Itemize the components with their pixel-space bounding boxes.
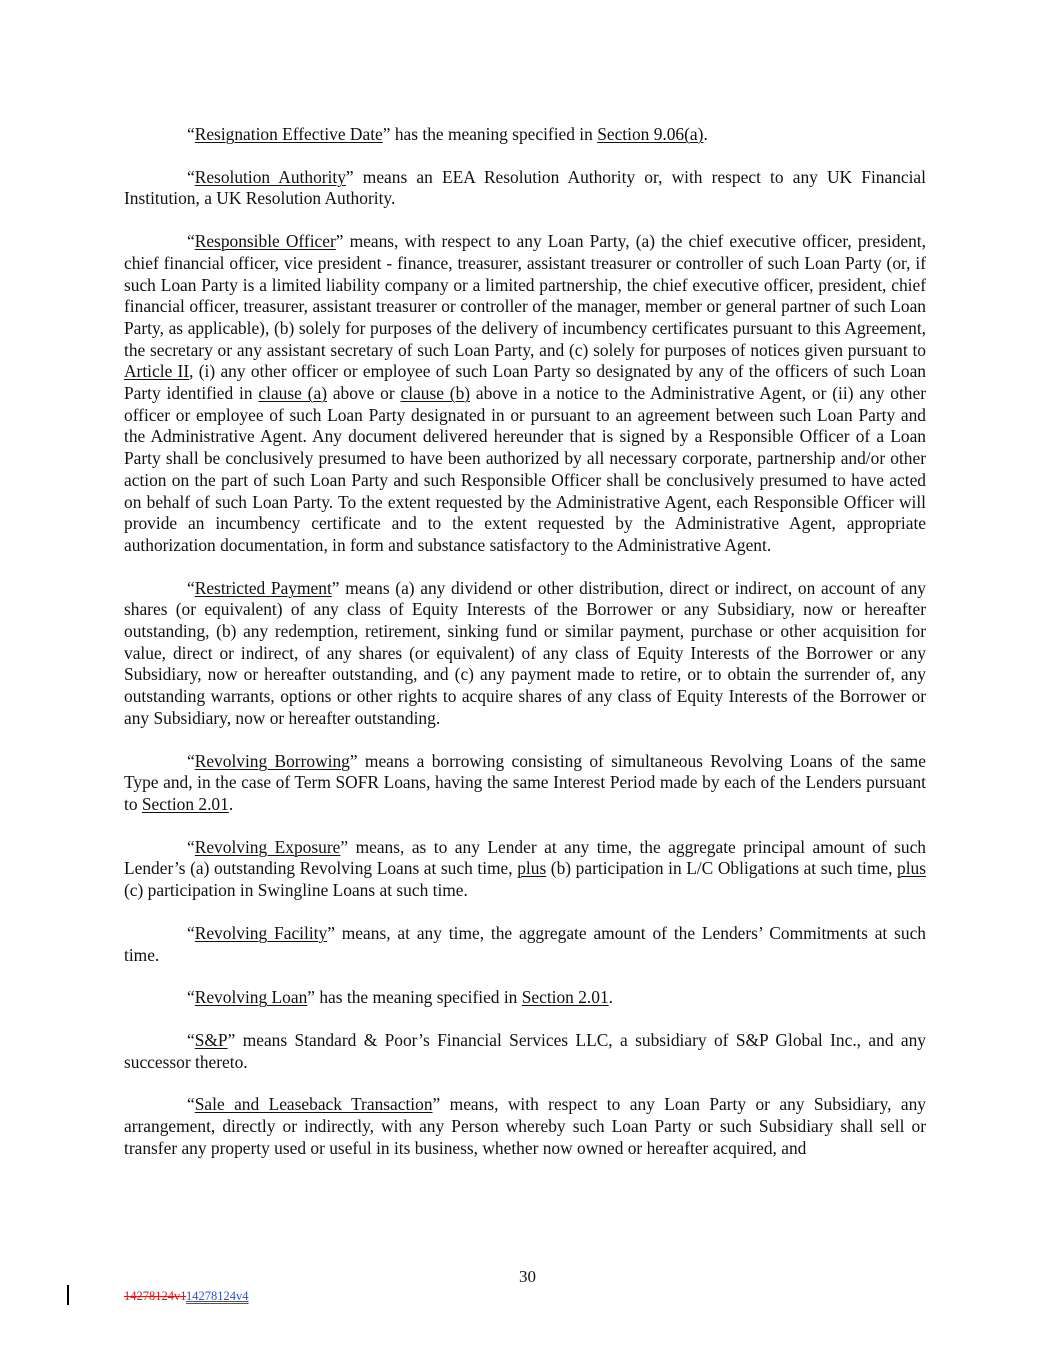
- definition-paragraph: [124, 124, 926, 146]
- definition-text: .: [608, 987, 614, 1008]
- defined-term: Resolution Authority: [194, 166, 346, 187]
- defined-term: Restricted Payment: [194, 577, 332, 598]
- definition-text: , (i) any other officer or employee of such Loan Party so designated by any of the officers of such Loan Party identified in: [124, 361, 926, 404]
- definition-text: (c) participation in Swingline Loans at such time.: [124, 880, 468, 901]
- cross-reference: Article II: [124, 361, 190, 382]
- close-quote: ”: [327, 922, 335, 943]
- cross-reference: Section 9.06(a): [597, 124, 704, 144]
- definition-text: has the meaning specified in: [390, 124, 598, 144]
- definition-text: means (a) any dividend or other distribution, direct or indirect, on account of any shares (or equivalent) of any class of Equity Interests of the Borrower or any Subsidiary, now or hereafter outstanding, (b) any redemption, retirement, sinking fund or similar payment, purchase or other acquisition for value, direct or indirect, of any shares (or equivalent) of any class of Equity Interests of the Borrower or any Subsidiary, now or hereafter outstanding, and (c) any payment made to retire, or to obtain the surrender of, any outstanding warrants, options or other rights to acquire shares of any class of Equity Interests of the Borrower or any Subsidiary, now or hereafter outstanding.: [124, 577, 927, 728]
- open-quote: “: [187, 836, 195, 857]
- definition-text: means Standard & Poor’s Financial Services LLC, a subsidiary of S&P Global Inc., and any successor thereto.: [124, 1029, 926, 1072]
- open-quote: “: [187, 987, 195, 1008]
- close-quote: ”: [331, 577, 340, 598]
- definition-paragraph: [124, 167, 926, 210]
- document-id-footer: [124, 1289, 249, 1304]
- definition-text: .: [703, 124, 708, 144]
- definition-text: means, with respect to any Loan Party or any Subsidiary, any arrangement, directly or indirectly, with any Person whereby such Loan Party or such Subsidiary shall sell or transfer any property used or useful in its business, whether now owned or hereafter acquired, and: [124, 1094, 926, 1158]
- definition-text: above in a notice to the Administrative Agent, or (ii) any other officer or employee of such Loan Party designated in or pursuant to an agreement between such Loan Party and the Administrative Agent. Any document delivered hereunder that is signed by a Responsible Officer of a Loan Party shall be conclusively presumed to have been authorized by all necessary corporate, partnership and/or other action on the part of such Loan Party and such Responsible Officer shall be conclusively presumed to have acted on behalf of such Loan Party. To the extent requested by the Administrative Agent, each Responsible Officer will provide an incumbency certificate and to the extent requested by the Administrative Agent, appropriate authorization documentation, in form and substance satisfactory to the Administrative Agent.: [124, 383, 926, 555]
- definition-text: means, with respect to any Loan Party, (a) the chief executive officer, president, chief financial officer, vice president - finance, treasurer, assistant treasurer or controller of such Loan Party (or, if such Loan Party is a limited liability company or a limited partnership, the chief executive officer, president, chief financial officer, treasurer, assistant treasurer or controller of the manager, member or general partner of such Loan Party, as applicable), (b) solely for purposes of the delivery of incumbency certificates pursuant to this Agreement, the secretary or any assistant secretary of such Loan Party, and (c) solely for purposes of notices given pursuant to: [124, 231, 926, 360]
- cross-reference: plus: [897, 858, 926, 879]
- defined-term: S&P: [194, 1029, 228, 1050]
- definition-text: means, as to any Lender at any time, the aggregate principal amount of such Lender’s (a) outstanding Revolving Loans at such time,: [124, 836, 926, 879]
- close-quote: ”: [227, 1029, 236, 1050]
- definitions-section: [124, 124, 926, 1180]
- definition-paragraph: [124, 751, 926, 816]
- inserted-document-id: 14278124v4: [186, 1289, 249, 1303]
- defined-term: Responsible Officer: [194, 231, 336, 252]
- defined-term: Revolving Loan: [194, 987, 308, 1008]
- cross-reference: clause (b): [400, 383, 471, 404]
- close-quote: ”: [335, 231, 344, 252]
- defined-term: Sale and Leaseback Transaction: [194, 1094, 433, 1115]
- defined-term: Resignation Effective Date: [194, 124, 383, 144]
- close-quote: ”: [382, 124, 391, 144]
- close-quote: ”: [432, 1094, 441, 1115]
- definition-text: means an EEA Resolution Authority or, with respect to any UK Financial Institution, a UK Resolution Authority.: [124, 166, 926, 209]
- cross-reference: Section 2.01: [141, 793, 229, 814]
- open-quote: “: [187, 922, 195, 943]
- defined-term: Revolving Exposure: [194, 836, 341, 857]
- open-quote: “: [187, 166, 195, 187]
- cross-reference: clause (a): [258, 383, 327, 404]
- definition-paragraph: [124, 1030, 926, 1073]
- open-quote: “: [187, 231, 195, 252]
- cross-reference: plus: [517, 858, 547, 879]
- definition-paragraph: [124, 578, 926, 730]
- definition-paragraph: [124, 1094, 926, 1159]
- defined-term: Revolving Facility: [194, 922, 328, 943]
- definition-text: above or: [326, 383, 401, 404]
- close-quote: ”: [340, 836, 349, 857]
- definition-text: means a borrowing consisting of simultaneous Revolving Loans of the same Type and, in the case of Term SOFR Loans, having the same Interest Period made by each of the Lenders pursuant to: [124, 750, 926, 814]
- open-quote: “: [187, 1029, 195, 1050]
- definition-text: has the meaning specified in: [315, 987, 522, 1008]
- close-quote: ”: [349, 750, 358, 771]
- open-quote: “: [187, 577, 195, 598]
- definition-text: .: [228, 793, 234, 814]
- close-quote: ”: [345, 166, 354, 187]
- cross-reference: Section 2.01: [521, 987, 609, 1008]
- definition-text: (b) participation in L/C Obligations at such time,: [546, 858, 897, 879]
- definition-text: means, at any time, the aggregate amount of the Lenders’ Commitments at such time.: [124, 922, 926, 965]
- definition-paragraph: [124, 923, 926, 966]
- deleted-document-id: 14278124v1: [124, 1289, 187, 1303]
- revision-change-bar: [67, 1285, 69, 1305]
- definition-paragraph: [124, 231, 926, 557]
- open-quote: “: [187, 124, 195, 144]
- open-quote: “: [187, 1094, 195, 1115]
- page-number: 30: [519, 1267, 536, 1286]
- defined-term: Revolving Borrowing: [194, 750, 350, 771]
- definition-paragraph: [124, 837, 926, 902]
- close-quote: ”: [307, 987, 316, 1008]
- open-quote: “: [187, 750, 195, 771]
- definition-paragraph: [124, 987, 926, 1009]
